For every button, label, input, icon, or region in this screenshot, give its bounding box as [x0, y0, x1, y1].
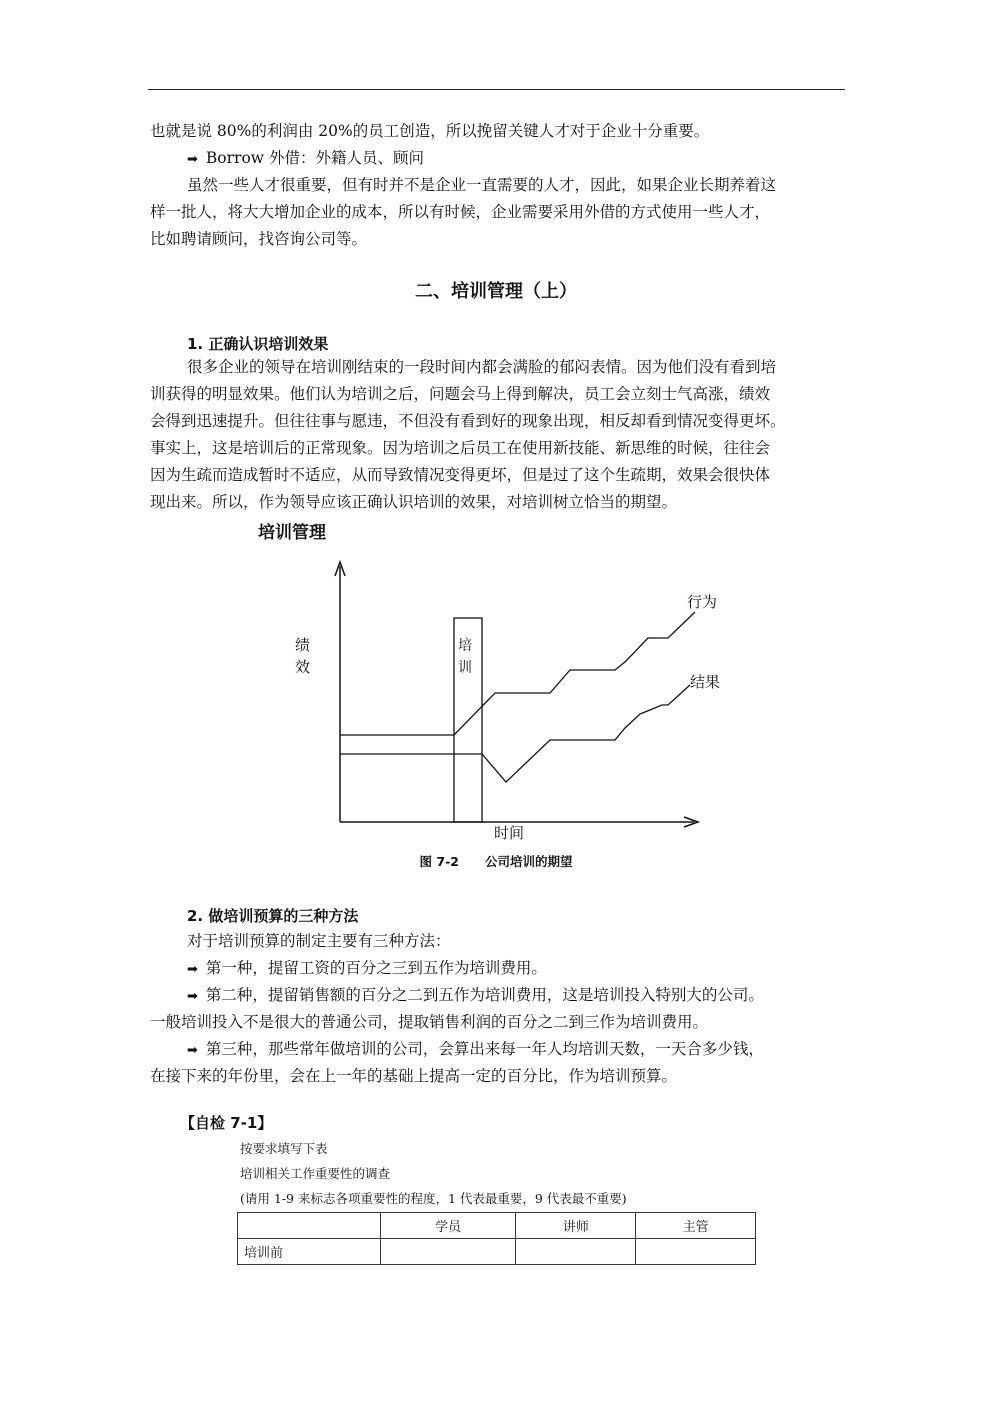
series-label-result: 结果	[690, 673, 721, 691]
paragraph-text: 事实上，这是培训后的正常现象。因为培训之后员工在使用新技能、新思维的时候，往往会	[150, 439, 771, 457]
paragraph-text: 训获得的明显效果。他们认为培训之后，问题会马上得到解决，员工会立刻士气高涨，绩效	[150, 385, 771, 403]
figure-number: 图 7-2	[419, 854, 459, 869]
bullet-item	[187, 1036, 764, 1064]
paragraph-text: 虽然一些人才很重要，但有时并不是企业一直需要的人才，因此，如果企业长期养着这	[187, 176, 777, 194]
y-axis-label-char: 效	[295, 658, 311, 676]
series-label-behavior: 行为	[687, 593, 718, 611]
bullet-item	[187, 982, 764, 1010]
figure-caption	[0, 852, 992, 870]
paragraph-text: 比如聘请顾问，找咨询公司等。	[150, 230, 368, 248]
header-rule	[148, 89, 845, 90]
table-header-cell: 主管	[636, 1213, 756, 1239]
table-input-cell[interactable]	[380, 1239, 516, 1265]
bullet-text: Borrow 外借：外籍人员、顾问	[205, 149, 424, 167]
training-label-char: 培	[458, 638, 472, 654]
table-header-cell: 讲师	[516, 1213, 636, 1239]
table-header-row	[238, 1213, 756, 1239]
arrow-right-icon: ➡	[187, 152, 198, 167]
table-header-cell: 学员	[380, 1213, 516, 1239]
arrow-right-icon: ➡	[187, 962, 198, 977]
arrow-right-icon: ➡	[187, 1043, 198, 1058]
table-input-cell[interactable]	[516, 1239, 636, 1265]
figure-caption-text: 公司培训的期望	[484, 854, 573, 869]
bullet-text: 第二种，提留销售额的百分之二到五作为培训费用，这是培训投入特别大的公司。	[205, 986, 764, 1004]
paragraph-text: 一般培训投入不是很大的普通公司，提取销售利润的百分之二到三作为培训费用。	[150, 1013, 709, 1031]
paragraph-text: 因为生疏而造成暂时不适应，从而导致情况变得更坏，但是过了这个生疏期，效果会很快体	[150, 466, 771, 484]
subsection-heading: 2. 做培训预算的三种方法	[187, 907, 359, 925]
bullet-item	[187, 145, 424, 173]
survey-title: 培训相关工作重要性的调查	[240, 1166, 391, 1181]
bullet-text: 第三种，那些常年做培训的公司，会算出来每一年人均培训天数，一天合多少钱，	[205, 1040, 764, 1058]
subsection-heading: 1. 正确认识培训效果	[187, 335, 329, 353]
bullet-text: 第一种，提留工资的百分之三到五作为培训费用。	[205, 959, 547, 977]
paragraph-text: 对于培训预算的制定主要有三种方法：	[187, 932, 451, 950]
paragraph-text: 也就是说 80%的利润由 20%的员工创造，所以挽留关键人才对于企业十分重要。	[150, 122, 710, 140]
y-axis-label-char: 绩	[295, 636, 311, 654]
arrow-right-icon: ➡	[187, 989, 198, 1004]
survey-table	[237, 1212, 756, 1265]
training-expectation-chart	[250, 515, 721, 845]
chart-title: 培训管理	[258, 523, 326, 543]
table-row	[238, 1239, 756, 1265]
paragraph-text: 现出来。所以，作为领导应该正确认识培训的效果，对培训树立恰当的期望。	[150, 493, 678, 511]
section-title: 二、培训管理（上）	[415, 281, 577, 302]
table-input-cell[interactable]	[636, 1239, 756, 1265]
x-axis-label: 时间	[494, 824, 525, 842]
behavior-series-line	[340, 612, 695, 735]
self-check-title: 【自检 7-1】	[180, 1114, 273, 1132]
table-header-cell	[238, 1213, 381, 1239]
survey-note: (请用 1-9 来标志各项重要性的程度，1 代表最重要，9 代表最不重要)	[240, 1191, 627, 1206]
bullet-item	[187, 955, 547, 983]
table-row-label: 培训前	[238, 1239, 381, 1265]
paragraph-text: 在接下来的年份里，会在上一年的基础上提高一定的百分比，作为培训预算。	[150, 1067, 678, 1085]
paragraph-text: 样一批人，将大大增加企业的成本，所以有时候，企业需要采用外借的方式使用一些人才，	[150, 203, 771, 221]
paragraph-text: 会得到迅速提升。但往往事与愿违，不但没有看到好的现象出现，相反却看到情况变得更坏。	[150, 412, 786, 430]
training-label-char: 训	[458, 660, 472, 676]
result-series-line	[340, 685, 690, 782]
paragraph-text: 很多企业的领导在培训刚结束的一段时间内都会满脸的郁闷表情。因为他们没有看到培	[187, 358, 777, 376]
self-check-instruction: 按要求填写下表	[240, 1141, 328, 1156]
